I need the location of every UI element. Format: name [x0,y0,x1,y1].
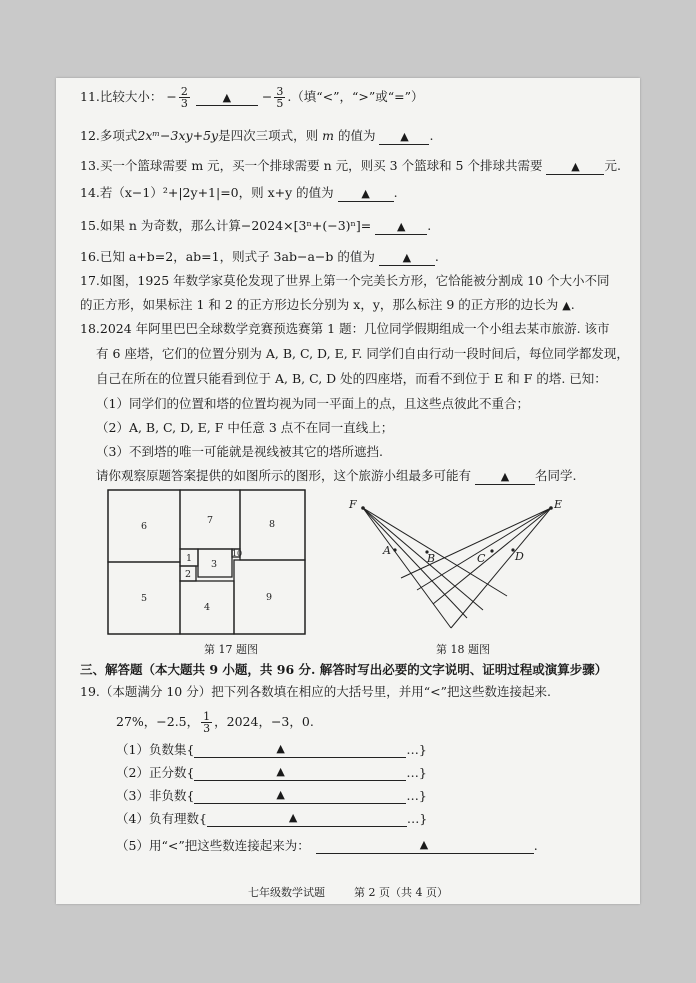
q15-answer-blank [375,219,427,235]
q19-item-4-blank [207,812,407,827]
q11-suffix: .（填“<”，“>”或“=”） [287,89,424,104]
q18-cond3: （3）不到塔的唯一可能就是视线被其它的塔所遮挡. [96,444,383,459]
question-11 [80,86,424,109]
fig18-line-E3 [401,508,551,578]
question-17-line-2 [80,297,575,314]
fig17-label-3: 3 [210,559,218,570]
q11-frac2-sign: − [261,89,273,104]
q19-item-4-label: （4）负有理数{ [116,811,207,826]
q18-end: 名同学. [535,468,577,483]
q18-cond2: （2）A, B, C, D, E, F 中任意 3 点不在同一直线上； [96,420,394,435]
q11-prefix: 11.比较大小： [80,89,163,104]
q19-item-4 [116,809,427,827]
answer-marker-icon: ▲ [276,742,285,755]
question-19-numbers [116,711,314,734]
answer-marker-icon: ▲ [276,765,285,778]
question-18-cond-3 [96,444,383,460]
fig18-caption: 第 18 题图 [436,643,490,656]
q19-item-2 [116,763,427,781]
q16-answer-blank [379,250,435,266]
q19-fraction [201,711,212,734]
answer-marker-icon: ▲ [276,788,285,801]
answer-marker-icon: ▲ [562,299,571,312]
footer-page-number: 第 2 页（共 4 页） [354,886,448,899]
q13-text: 13.买一个篮球需要 m 元，买一个排球需要 n 元，则买 3 个篮球和 5 个排球共需要 [80,158,543,173]
q12-var: m [322,128,334,143]
q12-end: . [429,128,434,143]
fig18-label-F: F [349,498,357,511]
q18-line3: 自己在所在的位置只能看到位于 A, B, C, D 处的四座塔，而看不到位于 E 和 F 的塔. 已知： [96,371,607,386]
fig17-label-8: 8 [268,519,276,530]
fig18-line-F2 [363,508,483,610]
figure-18-towers [345,492,570,642]
q19-item-1 [116,740,427,758]
question-16 [80,249,439,266]
fig18-point-A [393,548,396,551]
fig18-line-FV [363,508,451,628]
q11-frac1-sign: − [166,89,177,104]
fig17-label-10: 10 [231,549,243,558]
question-14 [80,185,398,202]
q19-numbers-b: ，2024，−3，0. [214,714,314,729]
fig17-label-5: 5 [140,593,148,604]
fig17-label-4: 4 [203,602,211,613]
fig17-label-2: 2 [184,569,192,580]
q11-frac2-num: 3 [276,85,284,98]
fig18-line-E1 [433,508,551,604]
fig18-label-D: D [515,550,524,563]
answer-marker-icon: ▲ [288,811,298,824]
fig18-label-E: E [554,498,563,511]
q19-item-2-label: （2）正分数{ [116,765,195,780]
q19-item-1-end: …} [406,742,427,757]
question-13 [80,158,621,175]
q16-end: . [434,249,439,264]
fig18-point-E [549,506,553,510]
q11-frac1-num: 2 [180,85,188,98]
q19-item-3 [116,786,427,804]
question-18-cond-2 [96,420,393,436]
fig18-point-C [490,549,493,552]
question-15 [80,218,431,235]
q11-answer-blank [196,90,258,106]
q18-ask: 请你观察原题答案提供的如图所示的图形，这个旅游小组最多可能有 [96,468,472,483]
question-18-line-2 [96,346,629,362]
q12-prefix: 12.多项式 [80,128,138,143]
q19-frac-den: 3 [203,722,211,735]
fig17-caption: 第 17 题图 [204,643,258,656]
answer-marker-icon: ▲ [361,187,370,200]
q12-expression: 2xᵐ−3xy+5y [137,128,219,143]
q19-item-1-blank [194,743,406,758]
q17-line1: 17.如图，1925 年数学家莫伦发现了世界上第一个完美长方形，它恰能被分割成 10 个大小不同 [80,273,610,288]
q19-item-3-label: （3）非负数{ [116,788,195,803]
q19-item-2-end: …} [406,765,427,780]
q19-item-5-end: . [533,838,538,853]
q14-answer-blank [338,186,394,202]
question-12 [80,128,433,145]
q12-answer-blank [379,129,429,145]
q17-end: . [570,297,575,312]
question-17-line-1 [80,273,610,289]
fig18-line-F1 [363,508,467,618]
q15-text: 15.如果 n 为奇数，那么计算−2024×[3ⁿ+(−3)ⁿ]= [80,218,372,233]
question-18-cond-1 [96,396,529,412]
q19-item-4-end: …} [406,811,428,826]
question-18-line-1 [80,321,610,337]
q11-frac2-den: 5 [276,97,284,110]
answer-marker-icon: ▲ [222,91,232,104]
fig18-label-C: C [477,552,486,565]
q18-line1: 18.2024 年阿里巴巴全球数学竞赛预选赛第 1 题：几位同学假期组成一个小组去某市旅游. 该市 [80,321,610,336]
answer-marker-icon: ▲ [397,220,406,233]
fig18-line-E2 [417,508,551,590]
answer-marker-icon: ▲ [400,130,409,143]
q19-item-3-end: …} [406,788,427,803]
q19-numbers-a: 27%，−2.5， [116,714,200,729]
q12-mid: 是四次三项式，则 [218,128,319,143]
question-19-head [80,684,551,700]
q12-tail: 的值为 [337,128,376,143]
q19-head: 19.（本题满分 10 分）把下列各数填在相应的大括号里，并用“<”把这些数连接起来. [80,684,551,699]
question-18-ask [96,468,576,485]
fig17-label-7: 7 [206,515,214,526]
footer-subject: 七年级数学试题 [248,886,325,899]
q11-fraction-2 [274,86,285,109]
q15-end: . [427,218,432,233]
q19-item-5 [116,836,538,854]
section-3-title: 三、解答题（本大题共 9 小题，共 96 分. 解答时写出必要的文字说明、证明过程或演算步骤） [80,662,608,677]
q19-item-2-blank [194,766,406,781]
q14-text: 14.若（x−1）²+|2y+1|=0，则 x+y 的值为 [80,185,334,200]
fig17-label-6: 6 [140,521,148,532]
q14-end: . [393,185,398,200]
q18-line2: 有 6 座塔，它们的位置分别为 A, B, C, D, E, F. 同学们自由行动一段时间后，每位同学都发现， [96,346,629,361]
q11-fraction-1 [179,86,190,109]
q17-line2: 的正方形，如果标注 1 和 2 的正方形边长分别为 x，y，那么标注 9 的正方形的边长为 [80,297,559,312]
figure-17-perfect-rectangle [107,489,307,635]
fig17-label-9: 9 [265,592,273,603]
q19-item-1-label: （1）负数集{ [116,742,195,757]
q19-item-3-blank [194,789,406,804]
q11-frac1-den: 3 [180,97,188,110]
q13-answer-blank [546,159,604,175]
q16-text: 16.已知 a+b=2，ab=1，则式子 3ab−a−b 的值为 [80,249,375,264]
answer-marker-icon: ▲ [500,470,510,483]
fig18-label-A: A [383,544,391,557]
fig17-label-1: 1 [185,553,193,564]
q19-item-5-label: （5）用“<”把这些数连接起来为： [116,838,310,853]
q13-end: 元. [604,158,621,173]
q18-cond1: （1）同学们的位置和塔的位置均视为同一平面上的点，且这些点彼此不重合； [96,396,529,411]
answer-marker-icon: ▲ [571,160,580,173]
fig18-label-B: B [427,552,436,565]
fig18-line-EV [451,508,551,628]
answer-marker-icon: ▲ [419,838,429,851]
q18-answer-blank [475,469,535,485]
answer-marker-icon: ▲ [402,251,412,264]
fig18-point-F [361,506,365,510]
question-18-line-3 [96,371,607,387]
q19-item-5-blank [316,839,534,854]
q19-frac-num: 1 [203,710,211,723]
